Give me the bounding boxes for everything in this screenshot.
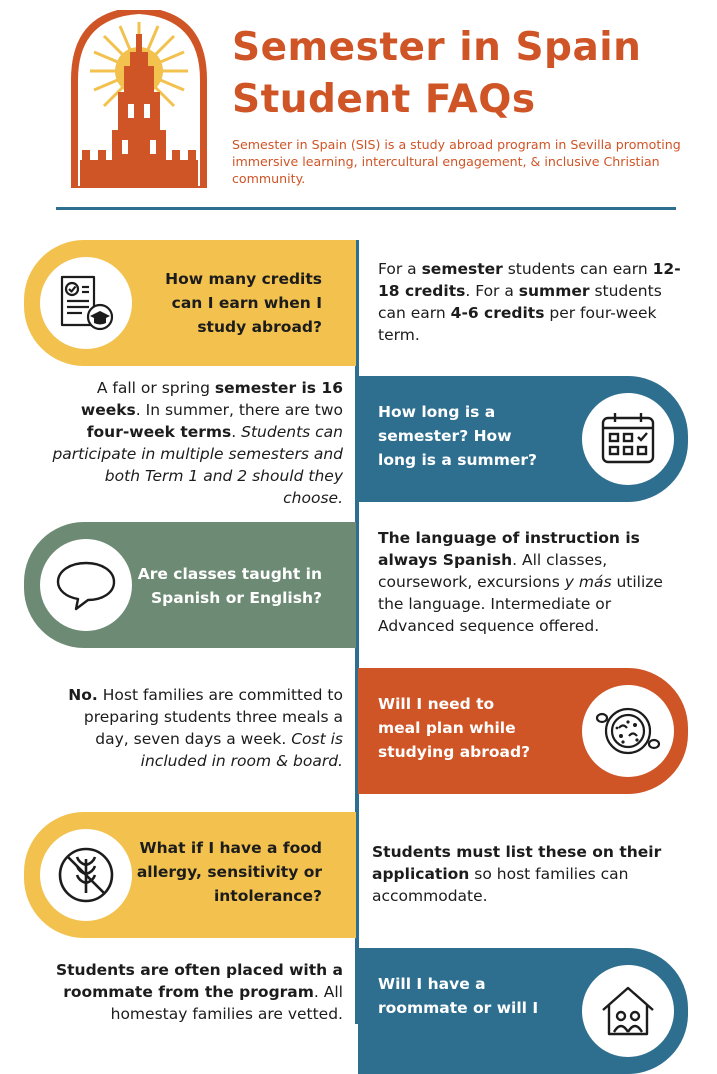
faq-1-question: How many credits can I earn when I study abroad? bbox=[165, 270, 322, 336]
faq-3-answer: The language of instruction is always Spanish. All classes, coursework, excursions y más utilize the language. Intermediate or Advanced sequence offered. bbox=[378, 529, 663, 635]
faq-6-answer: Students are often placed with a roommate from the program. All homestay families are vetted. bbox=[55, 961, 343, 1023]
faq-6-icon-circle bbox=[582, 965, 674, 1057]
program-description: Semester in Spain (SIS) is a study abroad program in Sevilla promoting immersive learning, intercultural engagement, & inclusive Christian community. bbox=[232, 137, 681, 186]
faq-5-question: What if I have a food allergy, sensitivity or intolerance? bbox=[136, 839, 322, 905]
faq-4-question-band bbox=[358, 668, 688, 794]
faq-1-answer: For a semester students can earn 12-18 credits. For a summer students can earn 4-6 credits per four-week term. bbox=[378, 260, 681, 344]
title-line-1: Semester in Spain bbox=[232, 25, 642, 70]
faq-1-question-band bbox=[24, 240, 356, 366]
paella-pan-icon bbox=[595, 698, 661, 764]
faq-4-question: Will I need to meal plan while studying abroad? bbox=[378, 695, 531, 761]
faq-6-question-band bbox=[358, 948, 688, 1074]
page-title bbox=[232, 22, 641, 126]
faq-2-icon-circle bbox=[582, 393, 674, 485]
sis-logo bbox=[68, 10, 210, 188]
faq-5-icon-circle bbox=[40, 829, 132, 921]
house-people-icon bbox=[597, 980, 659, 1042]
faq-2-question-band bbox=[358, 376, 688, 502]
speech-bubble-icon bbox=[54, 557, 118, 613]
faq-4-icon-circle bbox=[582, 685, 674, 777]
title-line-2: Student FAQs bbox=[232, 77, 536, 122]
faq-5-answer: Students must list these on their application so host families can accommodate. bbox=[372, 843, 662, 905]
faq-3-icon-circle bbox=[40, 539, 132, 631]
faq-2-question: How long is a semester? How long is a summer? bbox=[378, 403, 537, 469]
faq-1-icon-circle bbox=[40, 257, 132, 349]
faq-6-question: Will I have a roommate or will I bbox=[378, 975, 539, 1017]
header-divider bbox=[56, 207, 676, 210]
calendar-icon bbox=[597, 408, 659, 470]
faq-3-question: Are classes taught in Spanish or English? bbox=[137, 565, 322, 607]
faq-3-question-band bbox=[24, 522, 356, 648]
faq-5-question-band bbox=[24, 812, 356, 938]
document-certificate-icon bbox=[56, 273, 116, 333]
faq-4-answer: No. Host families are committed to preparing students three meals a day, seven days a week. Cost is included in room & board. bbox=[68, 686, 343, 770]
faq-2-answer: A fall or spring semester is 16 weeks. In summer, there are two four-week terms. Students can participate in multiple semesters and both Term 1 and 2 should they choose. bbox=[52, 379, 343, 507]
no-wheat-icon bbox=[54, 843, 118, 907]
